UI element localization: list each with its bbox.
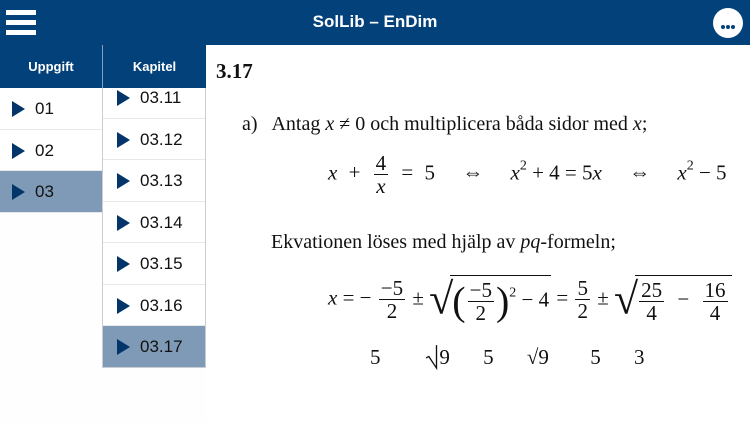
triangle-right-icon xyxy=(12,101,25,117)
kapitel-item-03-11[interactable] xyxy=(103,88,205,119)
math-num: 5 xyxy=(424,160,436,185)
exponent: 2 xyxy=(509,285,517,301)
app-title: SolLib – EnDim xyxy=(312,12,438,31)
math-op: + xyxy=(348,160,361,185)
denominator: x xyxy=(376,174,386,199)
iff-symbol: ⇔ xyxy=(629,160,651,185)
denominator: 4 xyxy=(709,301,721,326)
math-op: − xyxy=(677,287,690,312)
radicand xyxy=(450,275,551,324)
math-var: pq xyxy=(520,231,541,253)
triangle-right-icon xyxy=(117,339,130,355)
denominator: 2 xyxy=(577,299,588,324)
square-root xyxy=(614,275,732,324)
fraction xyxy=(374,152,389,197)
triangle-right-icon xyxy=(117,132,130,148)
kapitel-item-label: 03.17 xyxy=(140,337,183,356)
part-a-text xyxy=(242,113,647,136)
numerator: −5 xyxy=(380,276,404,300)
uppgift-list xyxy=(0,88,102,213)
math-op: = xyxy=(556,285,569,310)
kapitel-item-03-14[interactable] xyxy=(103,202,205,244)
kapitel-item-03-15[interactable] xyxy=(103,243,205,285)
text: ≠ 0 xyxy=(339,113,366,135)
triangle-right-icon xyxy=(117,256,130,272)
uppgift-column-header: Uppgift xyxy=(0,45,102,88)
fraction xyxy=(575,277,590,322)
text: -formeln; xyxy=(540,231,616,253)
kapitel-item-03-13[interactable] xyxy=(103,160,205,202)
kapitel-item-label: 03.15 xyxy=(140,254,183,273)
math-num: 5 xyxy=(483,345,494,369)
uppgift-item-label: 02 xyxy=(35,140,54,160)
math-num: 3 xyxy=(633,345,645,369)
kapitel-item-label: 03.14 xyxy=(140,212,183,232)
square-root xyxy=(429,275,551,324)
equation-3-partial xyxy=(370,345,644,370)
uppgift-item-03[interactable] xyxy=(0,171,102,213)
math-op: = − xyxy=(342,285,372,310)
numerator: −5 xyxy=(469,278,492,302)
numerator: 25 xyxy=(641,278,663,302)
triangle-right-icon xyxy=(117,173,130,189)
kapitel-column-header: Kapitel xyxy=(102,45,206,88)
problem-heading: 3.17 xyxy=(216,59,253,83)
math-op: = xyxy=(401,160,414,185)
math-var: x xyxy=(592,160,602,185)
math-var: x xyxy=(510,160,520,185)
fraction xyxy=(468,279,494,324)
math-var: x xyxy=(325,113,335,135)
math-num: 5 xyxy=(590,345,601,369)
triangle-right-icon xyxy=(117,298,130,314)
text: Antag xyxy=(271,113,321,135)
text: Ekvationen löses med hjälp av xyxy=(271,231,516,253)
math-var: x xyxy=(677,160,687,185)
part-a-label: a) xyxy=(242,113,258,135)
math-op: ± xyxy=(412,285,424,310)
iff-symbol: ⇔ xyxy=(462,160,484,185)
math-num: ⎷9 xyxy=(425,345,450,369)
equation-1 xyxy=(328,152,727,212)
paren: ( xyxy=(452,278,466,324)
part-b-text xyxy=(271,231,616,254)
kapitel-item-03-12[interactable] xyxy=(103,119,205,161)
math-op: ± xyxy=(597,285,609,310)
math-num: 5 xyxy=(582,160,593,185)
radicand xyxy=(635,275,731,324)
kapitel-item-label: 03.12 xyxy=(140,129,183,149)
text: ; xyxy=(641,113,648,135)
text: och multiplicera båda sidor med xyxy=(370,113,628,135)
radical-sign: √ xyxy=(614,274,639,324)
math-text: − 5 xyxy=(698,160,727,185)
uppgift-item-label: 03 xyxy=(35,182,54,201)
more-options-icon[interactable] xyxy=(713,8,743,38)
kapitel-item-03-16[interactable] xyxy=(103,285,205,327)
math-text: − 4 xyxy=(521,287,550,312)
math-var: x xyxy=(632,113,642,135)
kapitel-scroll-area[interactable] xyxy=(102,88,206,368)
uppgift-item-label: 01 xyxy=(35,99,54,118)
kapitel-item-label: 03.16 xyxy=(140,295,183,315)
math-num: 5 xyxy=(370,345,381,369)
top-bar xyxy=(0,0,750,45)
radical-sign: √ xyxy=(429,274,454,324)
paren: ) xyxy=(495,278,510,324)
kapitel-item-03-17[interactable] xyxy=(103,326,205,368)
kapitel-item-label: 03.13 xyxy=(140,171,183,190)
denominator: 2 xyxy=(475,301,487,326)
math-num: √9 xyxy=(526,345,549,369)
kapitel-item-label: 03.11 xyxy=(140,88,182,107)
fraction xyxy=(639,279,664,324)
kapitel-list xyxy=(103,88,205,368)
math-text: + 4 = xyxy=(532,160,577,185)
fraction xyxy=(703,279,728,324)
exponent: 2 xyxy=(519,158,527,174)
equation-2 xyxy=(328,275,732,324)
triangle-right-icon xyxy=(12,184,25,200)
triangle-right-icon xyxy=(117,90,130,106)
triangle-right-icon xyxy=(12,143,25,159)
fraction xyxy=(379,277,405,322)
math-var: x xyxy=(328,285,338,310)
numerator: 5 xyxy=(577,276,588,300)
math-var: x xyxy=(328,160,338,185)
triangle-right-icon xyxy=(117,215,130,231)
uppgift-item-02[interactable] xyxy=(0,130,102,172)
numerator: 16 xyxy=(704,278,726,302)
numerator: 4 xyxy=(375,151,387,175)
solution-content[interactable] xyxy=(206,45,750,422)
exponent: 2 xyxy=(686,158,694,174)
uppgift-item-01[interactable] xyxy=(0,88,102,130)
denominator: 2 xyxy=(386,299,398,324)
denominator: 4 xyxy=(646,301,657,326)
